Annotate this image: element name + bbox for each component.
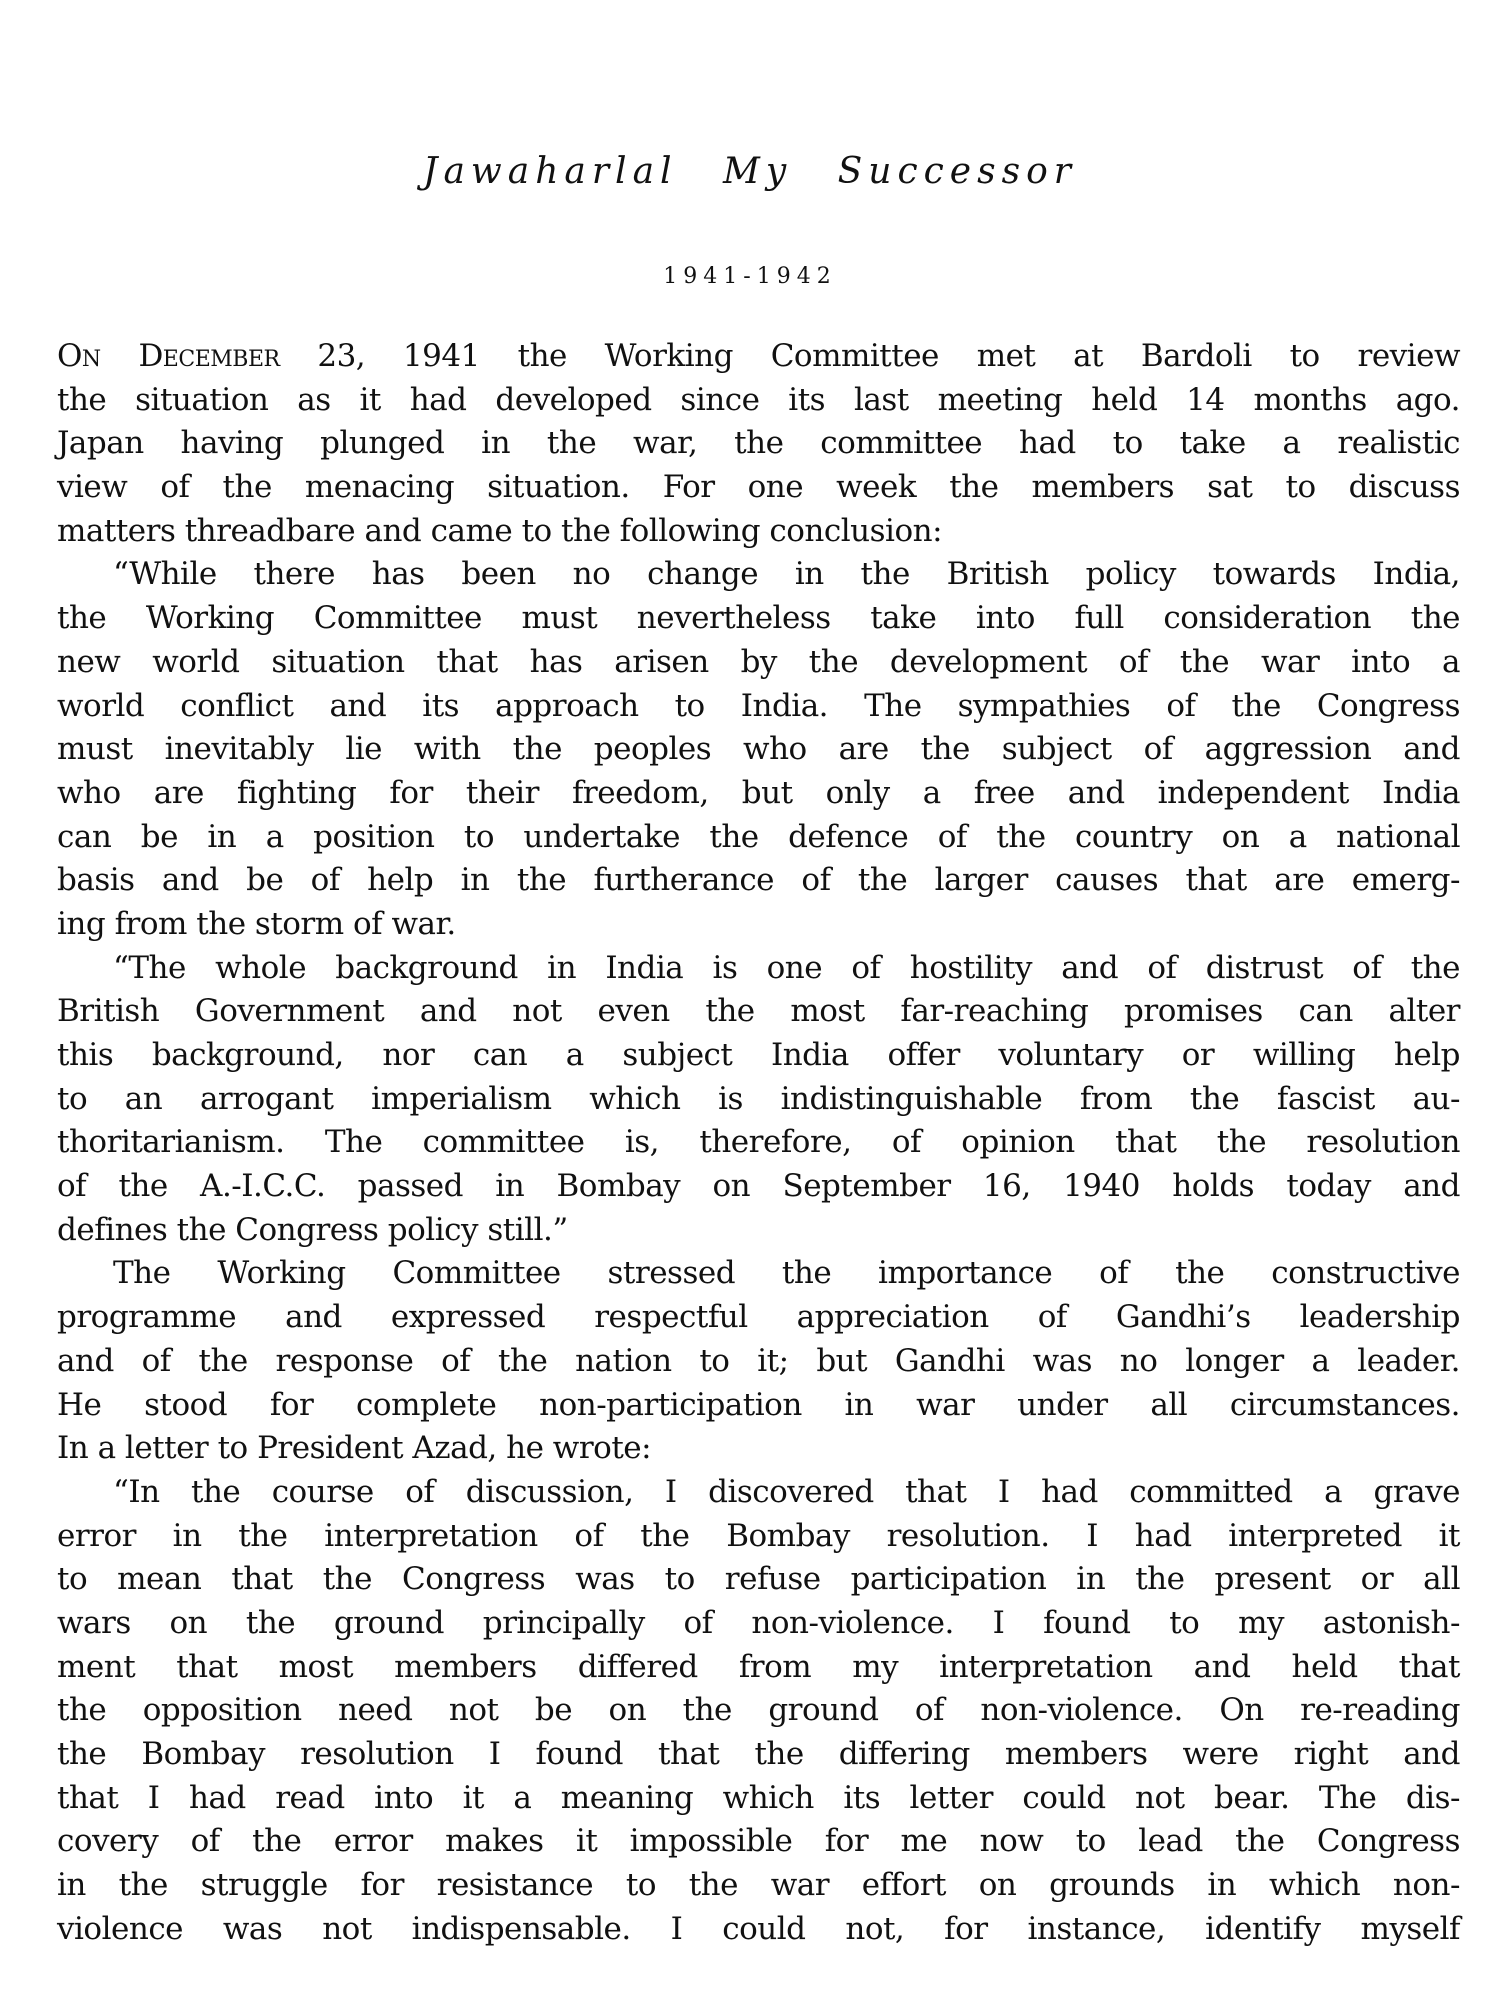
text-line: the opposition need not be on the ground of non-violence. On re-reading xyxy=(57,1692,1460,1729)
body-text xyxy=(57,335,1460,1951)
paragraph-quote-1 xyxy=(57,553,1460,946)
text-line: “In the course of discussion, I discovered that I had committed a grave xyxy=(113,1473,1460,1510)
text-line: must inevitably lie with the peoples who are the subject of aggression and xyxy=(57,731,1460,768)
text-line: who are fighting for their freedom, but only a free and independent India xyxy=(57,774,1460,811)
text-line: ment that most members differed from my interpretation and held that xyxy=(57,1648,1460,1685)
text-line: this background, nor can a subject India offer voluntary or willing help xyxy=(57,1037,1460,1073)
text-line: In a letter to President Azad, he wrote: xyxy=(57,1430,652,1467)
text-line: that I had read into it a meaning which its letter could not bear. The dis- xyxy=(57,1779,1460,1816)
text-line: can be in a position to undertake the defence of the country on a national xyxy=(57,818,1460,855)
text-line: the situation as it had developed since its last meeting held 14 months ago. xyxy=(57,381,1460,418)
text-line: programme and expressed respectful appreciation of Gandhi’s leadership xyxy=(57,1299,1460,1336)
paragraph-3 xyxy=(57,1252,1460,1470)
text-line: the Bombay resolution I found that the differing members were right and xyxy=(57,1736,1460,1772)
text-line: the Working Committee must nevertheless take into full consideration the xyxy=(57,600,1460,637)
text-line: “The whole background in India is one of hostility and of distrust of the xyxy=(113,949,1460,986)
text-line: to an arrogant imperialism which is indistinguishable from the fascist au- xyxy=(57,1080,1460,1117)
chapter-years: 1941-1942 xyxy=(663,264,837,289)
text-line: view of the menacing situation. For one week the members sat to discuss xyxy=(57,469,1460,506)
text-line: in the struggle for resistance to the war effort on grounds in which non- xyxy=(57,1867,1460,1904)
text-line: violence was not indispensable. I could not, for instance, identify myself xyxy=(57,1910,1460,1947)
paragraph-opening xyxy=(57,335,1460,553)
text-line: covery of the error makes it impossible for me now to lead the Congress xyxy=(57,1823,1460,1860)
text-line: ing from the storm of war. xyxy=(57,905,456,942)
text-line: of the A.-I.C.C. passed in Bombay on September 16, 1940 holds today and xyxy=(57,1168,1460,1205)
text-line: matters threadbare and came to the following conclusion: xyxy=(57,512,943,549)
paragraph-quote-3 xyxy=(57,1471,1460,1952)
text-line: world conflict and its approach to India. The sympathies of the Congress xyxy=(57,687,1460,724)
text-line: “While there has been no change in the British policy towards India, xyxy=(113,556,1460,593)
text-line: On December 23, 1941 the Working Committee met at Bardoli to review xyxy=(57,338,1460,374)
text-line: thoritarianism. The committee is, therefore, of opinion that the resolution xyxy=(57,1124,1460,1161)
text-line: British Government and not even the most far-reaching promises can alter xyxy=(57,993,1460,1030)
text-line: error in the interpretation of the Bombay resolution. I had interpreted it xyxy=(57,1517,1460,1554)
text-line: The Working Committee stressed the importance of the constructive xyxy=(113,1255,1460,1292)
text-line: wars on the ground principally of non-violence. I found to my astonish- xyxy=(57,1604,1460,1641)
text-line: and of the response of the nation to it; but Gandhi was no longer a leader. xyxy=(57,1342,1460,1379)
text-line: defines the Congress policy still.” xyxy=(57,1211,568,1248)
drop-smallcaps-lead: On December xyxy=(57,338,280,374)
text-line: new world situation that has arisen by the development of the war into a xyxy=(57,643,1460,680)
text-line: to mean that the Congress was to refuse participation in the present or all xyxy=(57,1561,1460,1598)
paragraph-quote-2 xyxy=(57,947,1460,1253)
text-line: He stood for complete non-participation in war under all circumstances. xyxy=(57,1386,1460,1423)
text-line: basis and be of help in the furtherance of the larger causes that are emerg- xyxy=(57,862,1460,899)
text-line: Japan having plunged in the war, the committee had to take a realistic xyxy=(57,425,1460,462)
chapter-title: Jawaharlal My Successor xyxy=(423,151,1077,192)
